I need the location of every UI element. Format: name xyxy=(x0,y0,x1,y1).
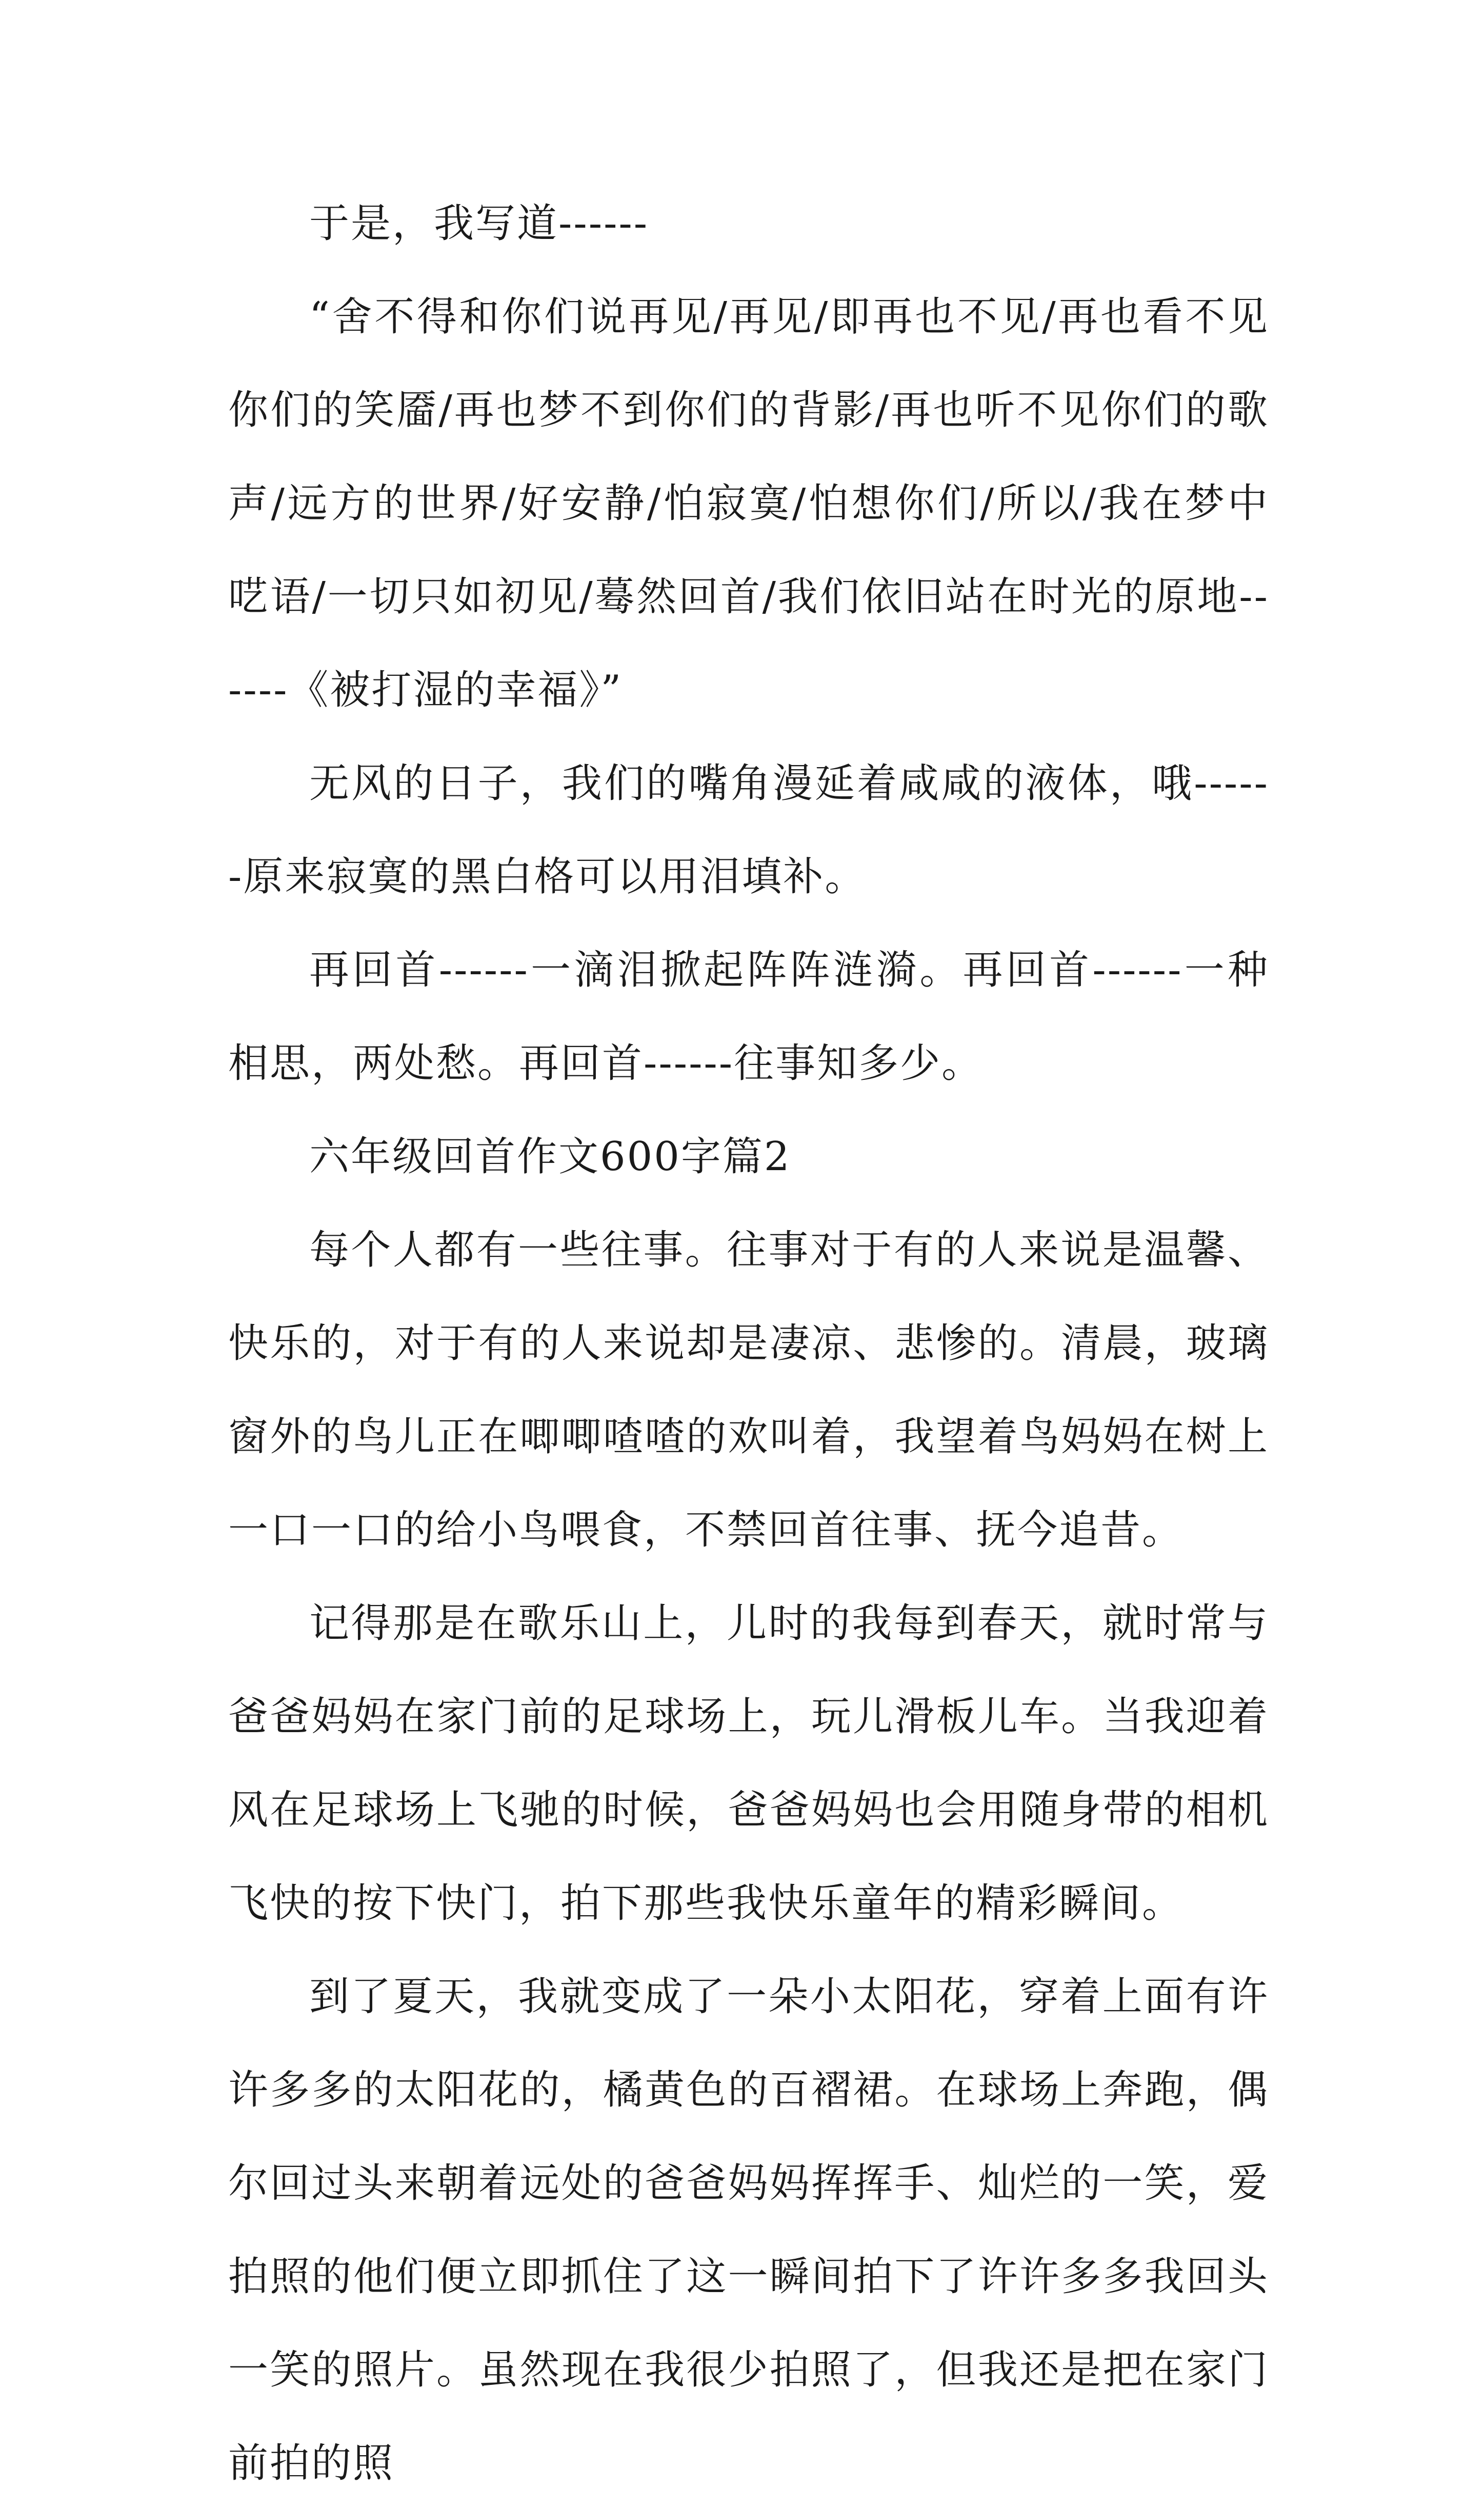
document-body xyxy=(228,177,1269,2510)
paragraph-intro: 于是，我写道------ xyxy=(309,200,649,247)
paragraph-windless-days: 无风的日子，我们的嘴角漫延着咸咸的液体，哦------原来寂寞的黑白格可以用泪填补。 xyxy=(228,760,1269,900)
paragraph-memories: 每个人都有一些往事。往事对于有的人来说是温馨、快乐的，对于有的人来说却是凄凉、悲惨的。清晨，玻璃窗外的鸟儿正在唧唧喳喳的欢叫着，我望着鸟妈妈在树上一口一口的给小鸟喂食，不禁回首往事、抚今追昔。 xyxy=(228,1227,1269,1553)
paragraph-summer: 到了夏天，我就变成了一朵小太阳花，穿着上面有许许多多的太阳花的，橘黄色的百褶裙。在球场上奔跑，偶尔回过头来朝着远处的爸爸妈妈挥挥手、灿烂的一笑，爱拍照的他们便立即抓住了这一瞬间拍下了许许多多我回头一笑的照片。虽然现在我很少拍照了，但我还是把在家门前拍的照 xyxy=(228,1974,1269,2486)
section-heading: 六年级回首作文600字篇2 xyxy=(309,1134,791,1180)
paragraph-spring: 记得那是在歌乐山上，儿时的我每到春天，就时常与爸爸妈妈在家门前的足球场上，玩儿滑板儿车。当我迎着风在足球场上飞驰的时候，爸爸妈妈也会用随身带的相机飞快的按下快门，拍下那些我快乐童年的精彩瞬间。 xyxy=(228,1600,1269,1926)
paragraph-poem: “舍不得和你们说再见/再见/即再也不见/再也看不见你们的笑靥/再也梦不到你们的背影/再也听不见你们的歌声/远方的世界/好安静/怕寂寞/怕想你们/所以/我在梦中呓语/一切只如初见/蓦然回首/我们依旧站在时光的原地------《被打湿的幸福》” xyxy=(228,294,1269,713)
paragraph-look-back: 再回首------一滴泪掀起阵阵涟漪。再回首------一种相思，两处愁。再回首------往事知多少。 xyxy=(228,947,1269,1087)
